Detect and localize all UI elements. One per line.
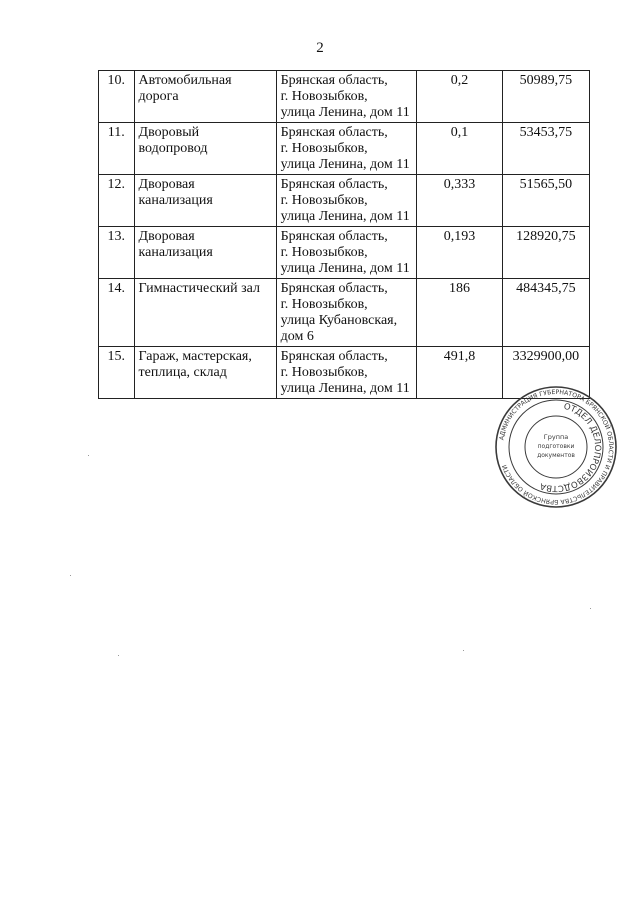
area-cell <box>417 123 503 175</box>
address-line: Брянская область, <box>280 177 388 192</box>
address-line: г. Новозыбков, <box>280 365 368 380</box>
object-name-line: Дворовая <box>138 229 195 244</box>
area-value: 0,333 <box>443 177 476 192</box>
cost-value: 50989,75 <box>519 73 573 88</box>
object-name-cell <box>134 227 276 279</box>
area-cell <box>417 175 503 227</box>
row-number-cell <box>99 227 135 279</box>
address-cell <box>276 227 417 279</box>
row-number: 14. <box>107 281 126 296</box>
address-line: г. Новозыбков, <box>280 245 368 260</box>
stamp-inner-text: ОТДЕЛ ДЕЛОПРОИЗВОДСТВА <box>538 401 603 494</box>
object-name-cell <box>134 279 276 347</box>
area-cell <box>417 347 503 399</box>
address-line: Брянская область, <box>280 281 388 296</box>
object-name-line: теплица, склад <box>138 365 227 380</box>
address-cell <box>276 71 417 123</box>
area-value: 491,8 <box>443 349 476 364</box>
address-line: дом 6 <box>280 329 314 344</box>
address-line: улица Ленина, дом 11 <box>280 209 410 224</box>
cost-cell <box>502 279 589 347</box>
stamp-center-line: документов <box>537 452 575 459</box>
area-value: 0,193 <box>443 229 476 244</box>
address-line: г. Новозыбков, <box>280 89 368 104</box>
property-table-body <box>99 71 590 399</box>
address-line: Брянская область, <box>280 73 388 88</box>
address-line: Брянская область, <box>280 125 388 140</box>
object-name-cell <box>134 71 276 123</box>
object-name-cell <box>134 123 276 175</box>
object-name-line: Гараж, мастерская, <box>138 349 252 364</box>
cost-value: 3329900,00 <box>512 349 580 364</box>
row-number-cell <box>99 175 135 227</box>
scan-speck <box>590 608 591 609</box>
address-line: г. Новозыбков, <box>280 193 368 208</box>
address-line: улица Ленина, дом 11 <box>280 381 410 396</box>
cost-value: 484345,75 <box>516 281 576 296</box>
address-line: улица Кубановская, <box>280 313 398 328</box>
address-cell <box>276 175 417 227</box>
row-number: 10. <box>107 73 126 88</box>
address-line: улица Ленина, дом 11 <box>280 261 410 276</box>
table-row <box>99 279 590 347</box>
cost-value: 128920,75 <box>516 229 576 244</box>
object-name-cell <box>134 175 276 227</box>
address-line: Брянская область, <box>280 229 388 244</box>
row-number-cell <box>99 123 135 175</box>
area-cell <box>417 227 503 279</box>
object-name-line: Дворовый <box>138 125 200 140</box>
row-number-cell <box>99 71 135 123</box>
cost-cell <box>502 123 589 175</box>
object-name-line: дорога <box>138 89 179 104</box>
stamp-graphic <box>494 385 618 509</box>
object-name-line: канализация <box>138 245 213 260</box>
object-name-line: Дворовая <box>138 177 195 192</box>
scan-speck <box>88 455 89 456</box>
stamp-center-line: Группа <box>543 433 569 441</box>
official-stamp <box>494 385 618 509</box>
stamp-center-line: подготовки <box>537 443 575 450</box>
row-number: 11. <box>107 125 125 140</box>
address-cell <box>276 279 417 347</box>
scan-speck <box>70 575 71 576</box>
page-number: 2 <box>316 40 324 56</box>
area-value: 0,1 <box>450 125 469 140</box>
object-name-line: Автомобильная <box>138 73 232 88</box>
area-cell <box>417 71 503 123</box>
table-row <box>99 71 590 123</box>
object-name-line: канализация <box>138 193 213 208</box>
address-line: улица Ленина, дом 11 <box>280 157 410 172</box>
row-number: 13. <box>107 229 126 244</box>
property-table <box>98 70 590 399</box>
address-cell <box>276 123 417 175</box>
address-line: улица Ленина, дом 11 <box>280 105 410 120</box>
area-value: 0,2 <box>450 73 469 88</box>
cost-value: 53453,75 <box>519 125 573 140</box>
stamp-outer-text: АДМИНИСТРАЦИЯ ГУБЕРНАТОРА БРЯНСКОЙ ОБЛАСТИ И ПРАВИТЕЛЬСТВА БРЯНСКОЙ ОБЛАСТИ <box>498 388 615 506</box>
scan-speck <box>463 650 464 651</box>
row-number: 15. <box>107 349 126 364</box>
area-cell <box>417 279 503 347</box>
object-name-line: Гимнастический зал <box>138 281 260 296</box>
cost-value: 51565,50 <box>519 177 573 192</box>
address-line: г. Новозыбков, <box>280 297 368 312</box>
object-name-cell <box>134 347 276 399</box>
table-row <box>99 227 590 279</box>
address-line: Брянская область, <box>280 349 388 364</box>
scan-speck <box>118 655 119 656</box>
address-cell <box>276 347 417 399</box>
cost-cell <box>502 71 589 123</box>
row-number: 12. <box>107 177 126 192</box>
row-number-cell <box>99 279 135 347</box>
table-row <box>99 175 590 227</box>
cost-cell <box>502 175 589 227</box>
address-line: г. Новозыбков, <box>280 141 368 156</box>
table-row <box>99 123 590 175</box>
area-value: 186 <box>449 281 471 296</box>
row-number-cell <box>99 347 135 399</box>
cost-cell <box>502 227 589 279</box>
object-name-line: водопровод <box>138 141 208 156</box>
